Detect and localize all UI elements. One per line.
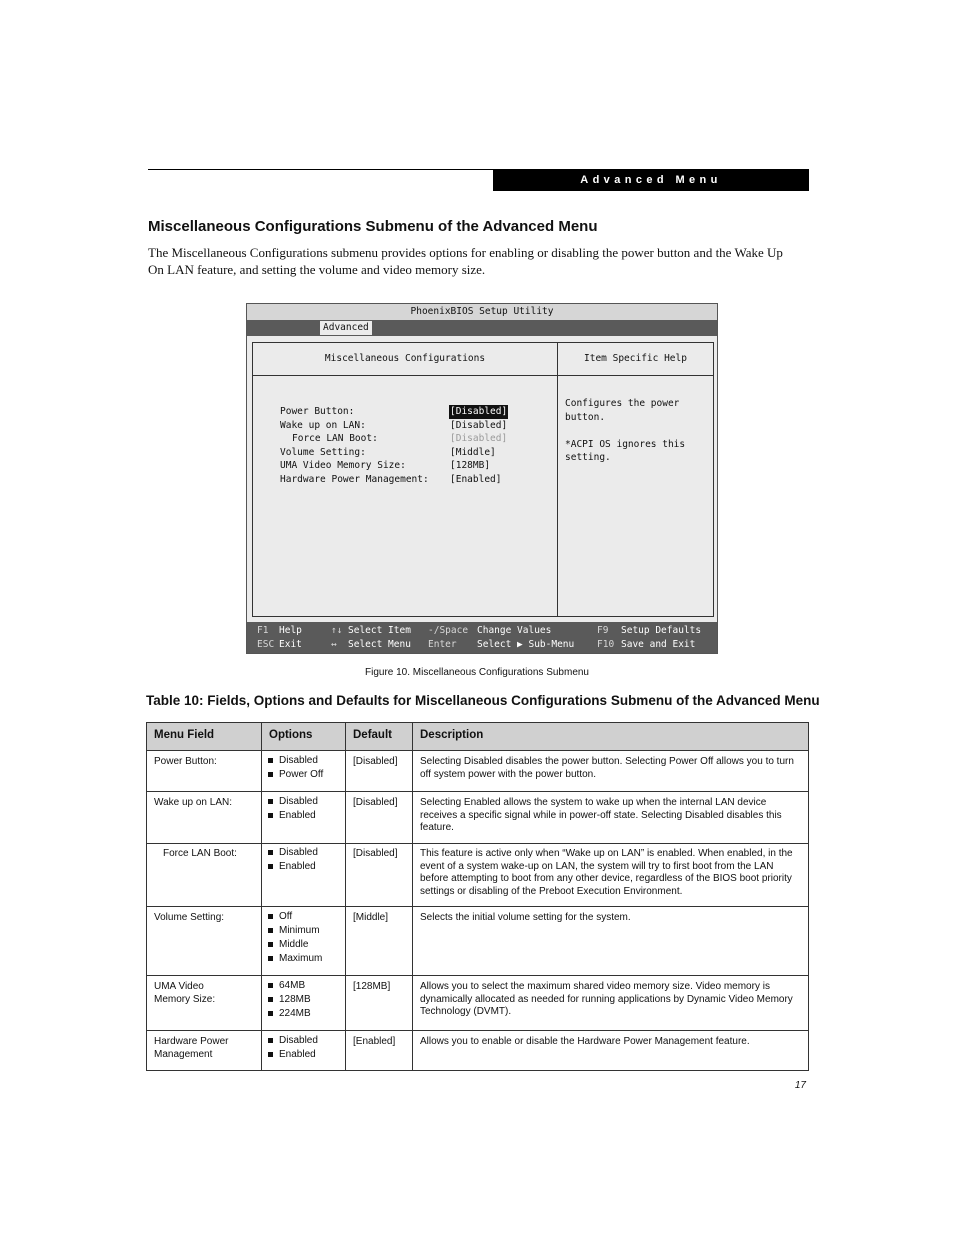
list-item: Minimum (267, 924, 343, 938)
header-default: Default (353, 729, 392, 741)
bios-title: PhoenixBIOS Setup Utility (247, 304, 717, 320)
cell-default-wake-on-lan: [Disabled] (353, 797, 398, 808)
list-item: Disabled (267, 795, 343, 809)
column-divider (412, 723, 413, 1070)
row-divider (147, 791, 808, 792)
key-enter-label: Select ▶ Sub-Menu (477, 639, 575, 650)
cell-options-force-lan-boot (267, 846, 343, 874)
bios-menubar (247, 320, 717, 336)
cell-description-volume-setting: Selects the initial volume setting for the system. (420, 912, 631, 923)
row-divider (147, 1030, 808, 1031)
list-item: Middle (267, 938, 343, 952)
bios-footer (247, 622, 717, 653)
cell-options-power-button (267, 754, 343, 782)
bullet-icon (268, 1011, 273, 1016)
list-item: Enabled (267, 809, 343, 823)
row-divider (147, 975, 808, 976)
header-menu-field: Menu Field (154, 729, 215, 741)
cell-options-wake-on-lan (267, 795, 343, 823)
section-label: Advanced Menu (493, 169, 809, 191)
row-divider (147, 906, 808, 907)
list-item: Power Off (267, 768, 343, 782)
tab-advanced[interactable]: Advanced (320, 321, 372, 335)
fields-table (146, 722, 809, 1071)
bios-field-uma-video-memory[interactable]: UMA Video Memory Size: (280, 460, 406, 472)
bios-right-panel-title: Item Specific Help (584, 353, 687, 364)
cell-description-uma-video-memory: Allows you to select the maximum shared video memory size. Video memory is dynamically allocated as needed for running applications by Dynamic Video Memory Technology (DVMT). (420, 981, 793, 1018)
cell-default-force-lan-boot: [Disabled] (353, 848, 398, 859)
bullet-icon (268, 772, 273, 777)
cell-options-uma-video-memory (267, 979, 343, 1021)
bullet-icon (268, 1038, 273, 1043)
cell-description-wake-on-lan: Selecting Enabled allows the system to wake up when the internal LAN device receives a specific signal while in power-off state. Selecting Disabled disables this feature. (420, 797, 782, 834)
cell-default-uma-video-memory: [128MB] (353, 981, 391, 992)
bios-title-divider (253, 375, 713, 376)
cell-field-uma-video-memory: UMA Video Memory Size: (154, 981, 216, 1005)
figure-caption: Figure 10. Miscellaneous Configurations Submenu (364, 667, 589, 678)
bullet-icon (268, 997, 273, 1002)
key-f1-label: Help (279, 625, 302, 636)
list-item: 64MB (267, 979, 343, 993)
bullet-icon (268, 799, 273, 804)
leftright-arrows-icon: ↔ (331, 639, 337, 650)
key-esc: ESC (257, 639, 275, 650)
row-divider (147, 843, 808, 844)
cell-description-force-lan-boot: This feature is active only when “Wake up on LAN” is enabled. When enabled, in the event of a system wake-up on LAN, the system will try to first boot from the LAN before attempting to boot from any other device, regardless of the BIOS boot priority settings or disabling of the Preboot Execution Environment. (420, 848, 793, 897)
cell-description-power-button: Selecting Disabled disables the power button. Selecting Power Off allows you to turn off system power with the power button. (420, 756, 794, 780)
bios-panel-divider (557, 343, 558, 616)
key-leftright-label: Select Menu (348, 639, 411, 650)
table-header-row (147, 723, 808, 751)
cell-options-hardware-power-mgmt (267, 1034, 343, 1062)
list-item: Disabled (267, 754, 343, 768)
key-change: -/Space (428, 625, 469, 636)
header-rule (148, 169, 493, 170)
bios-value-uma-video-memory[interactable]: [128MB] (450, 460, 491, 472)
list-item: Maximum (267, 952, 343, 966)
cell-field-power-button: Power Button: (154, 756, 217, 767)
bullet-icon (268, 983, 273, 988)
section-title: Miscellaneous Configurations Submenu of the Advanced Menu (148, 218, 598, 235)
cell-field-wake-on-lan: Wake up on LAN: (154, 797, 233, 808)
cell-field-force-lan-boot: Force LAN Boot: (163, 848, 237, 859)
list-item: Disabled (267, 846, 343, 860)
bullet-icon (268, 758, 273, 763)
key-esc-label: Exit (279, 639, 302, 650)
bios-left-panel-title: Miscellaneous Configurations (324, 353, 486, 364)
header-description: Description (420, 729, 484, 741)
bullet-icon (268, 1052, 273, 1057)
intro-paragraph: The Miscellaneous Configurations submenu provides options for enabling or disabling the power button and the Wake Up On LAN feature, and setting the volume and video memory size. (148, 245, 783, 277)
list-item: Enabled (267, 860, 343, 874)
bullet-icon (268, 850, 273, 855)
bios-field-hardware-power-mgmt[interactable]: Hardware Power Management: (280, 474, 429, 485)
bullet-icon (268, 864, 273, 869)
key-updown-label: Select Item (348, 625, 411, 636)
key-change-label: Change Values (477, 625, 552, 636)
column-divider (345, 723, 346, 1070)
bios-field-wake-on-lan[interactable]: Wake up on LAN: (280, 419, 366, 431)
table-title: Table 10: Fields, Options and Defaults for Miscellaneous Configurations Submenu of the Advanced Menu (146, 693, 820, 708)
key-f10-label: Save and Exit (621, 639, 696, 650)
cell-default-power-button: [Disabled] (353, 756, 398, 767)
cell-field-volume-setting: Volume Setting: (154, 912, 225, 923)
bios-value-volume-setting[interactable]: [Middle] (450, 446, 496, 458)
cell-options-volume-setting (267, 910, 343, 966)
bios-field-volume-setting[interactable]: Volume Setting: (280, 446, 366, 458)
bios-value-hardware-power-mgmt[interactable]: [Enabled] (450, 474, 502, 485)
bios-screenshot (246, 303, 718, 654)
cell-description-hardware-power-mgmt: Allows you to enable or disable the Hardware Power Management feature. (420, 1036, 750, 1047)
key-f9-label: Setup Defaults (621, 625, 702, 636)
header-options: Options (269, 729, 313, 741)
list-item: 224MB (267, 1007, 343, 1021)
bios-field-force-lan-boot[interactable]: Force LAN Boot: (292, 433, 378, 445)
list-item: Enabled (267, 1048, 343, 1062)
column-divider (261, 723, 262, 1070)
updown-arrows-icon: ↑↓ (331, 625, 343, 636)
cell-field-hardware-power-mgmt: Hardware Power Management (154, 1036, 229, 1060)
bullet-icon (268, 914, 273, 919)
bios-frame (252, 342, 714, 617)
key-enter: Enter (428, 639, 457, 650)
bullet-icon (268, 928, 273, 933)
page-number: 17 (794, 1080, 806, 1091)
list-item: Off (267, 910, 343, 924)
key-f1: F1 (257, 625, 269, 636)
bullet-icon (268, 813, 273, 818)
bios-field-power-button[interactable]: Power Button: (280, 406, 355, 417)
bios-value-power-button[interactable]: [Disabled] (450, 406, 508, 417)
key-f10: F10 (597, 639, 615, 650)
cell-default-volume-setting: [Middle] (353, 912, 389, 923)
list-item: 128MB (267, 993, 343, 1007)
list-item: Disabled (267, 1034, 343, 1048)
bios-value-wake-on-lan[interactable]: [Disabled] (450, 419, 508, 431)
bullet-icon (268, 942, 273, 947)
bullet-icon (268, 956, 273, 961)
bios-help-text: Configures the power button. *ACPI OS ignores this setting. (565, 398, 686, 464)
key-f9: F9 (597, 625, 609, 636)
cell-default-hardware-power-mgmt: [Enabled] (353, 1036, 396, 1047)
bios-value-force-lan-boot: [Disabled] (450, 433, 508, 445)
